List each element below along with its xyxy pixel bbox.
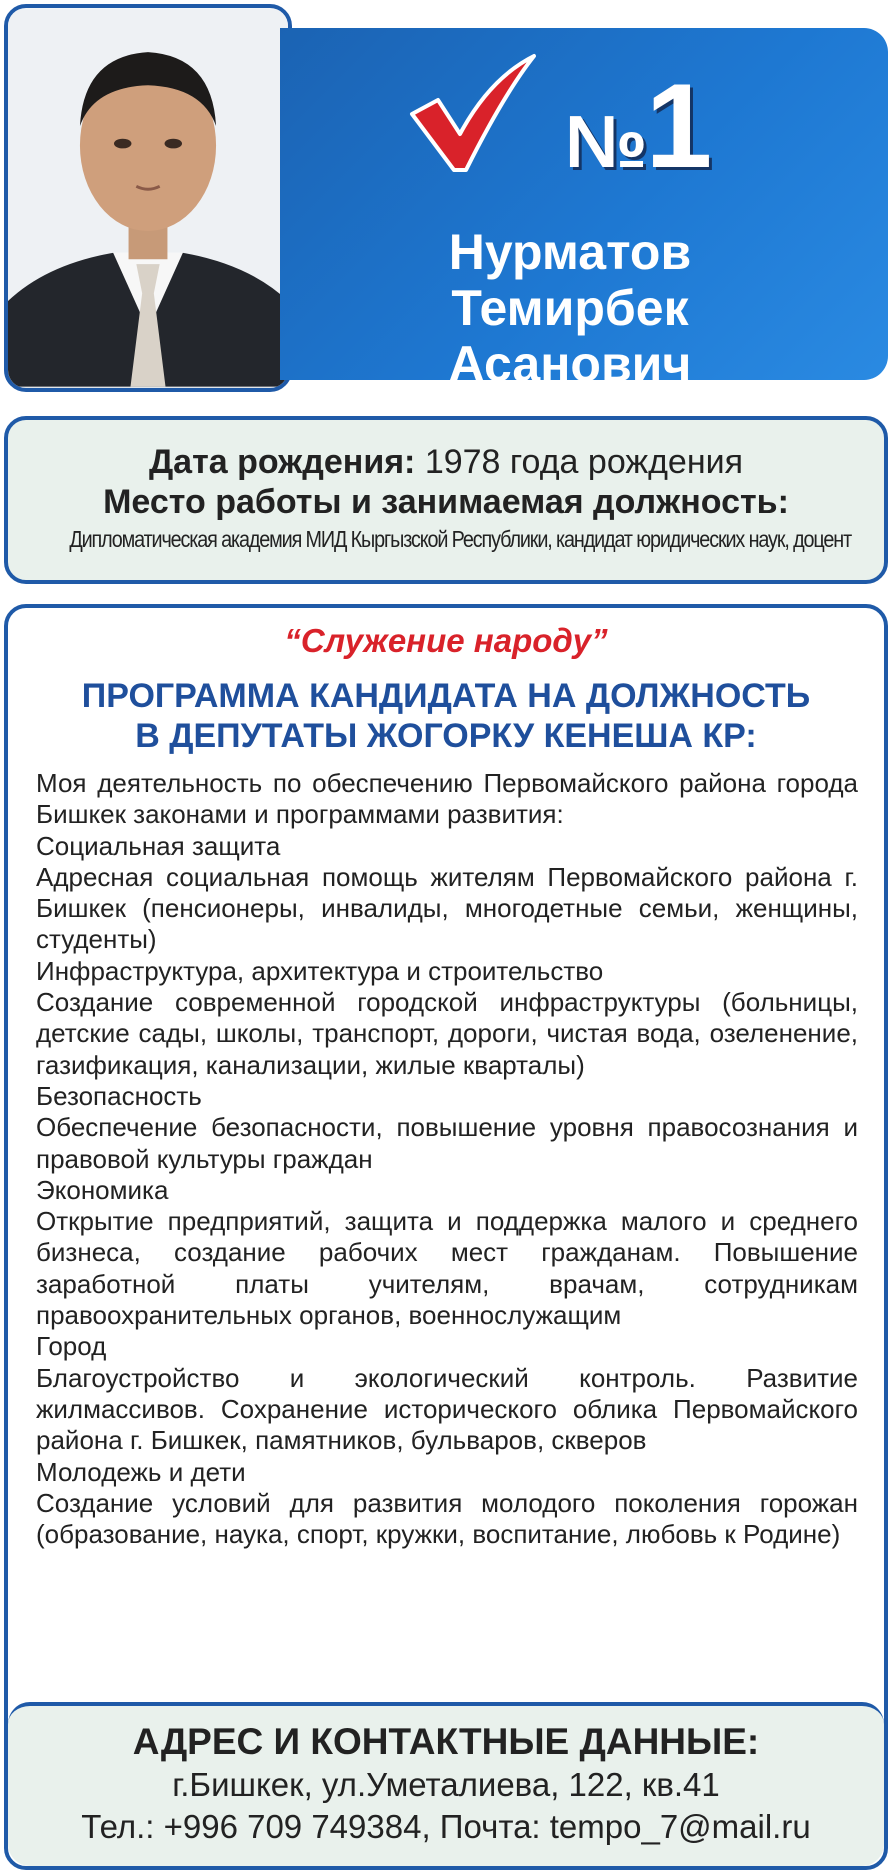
program-heading-social: Социальная защита xyxy=(36,830,281,861)
program-heading-economy: Экономика xyxy=(36,1174,169,1205)
candidate-banner xyxy=(280,28,888,392)
work-value: Дипломатическая академия МИД Кыргызской Республики, кандидат юридических наук, доцент xyxy=(69,526,852,552)
personal-info-box xyxy=(4,416,888,584)
program-heading-youth: Молодежь и дети xyxy=(36,1456,246,1487)
contact-address: г.Бишкек, ул.Уметалиева, 122, кв.41 xyxy=(172,1766,720,1803)
program-text-social: Адресная социальная помощь жителям Первомайского района г. Бишкек (пенсионеры, инвалиды, многодетные семьи, женщины, студенты) xyxy=(36,861,858,955)
program-title-line: В ДЕПУТАТЫ ЖОГОРКУ КЕНЕША КР: xyxy=(135,717,757,755)
program-intro: Моя деятельность по обеспечению Первомайского района города Бишкек законами и программами развития: xyxy=(36,768,858,830)
birth-date-line xyxy=(8,442,884,482)
program-title-line: ПРОГРАММА КАНДИДАТА НА ДОЛЖНОСТЬ xyxy=(81,677,811,715)
name-surname: Нурматов xyxy=(448,224,692,280)
program-heading-security: Безопасность xyxy=(36,1080,202,1111)
program-heading-city: Город xyxy=(36,1331,107,1362)
candidate-photo xyxy=(4,4,292,392)
name-patronymic: Асанович xyxy=(448,336,692,392)
work-label: Место работы и занимаемая должность: xyxy=(103,483,789,521)
program-text-youth: Создание условий для развития молодого поколения горожан (образование, наука, спорт, кружки, воспитание, любовь к Родине) xyxy=(36,1487,858,1550)
program-heading-infrastructure: Инфраструктура, архитектура и строительство xyxy=(36,955,604,986)
birth-label: Дата рождения: xyxy=(148,443,416,481)
number-sign: № xyxy=(565,100,646,183)
candidate-portrait-image xyxy=(8,8,288,388)
program-text-city: Благоустройство и экологический контроль. Развитие жилмассивов. Сохранение исторического облика Первомайского района г. Бишкек, памятников, бульваров, скверов xyxy=(36,1362,858,1456)
contact-title: АДРЕС И КОНТАКТНЫЕ ДАННЫЕ: xyxy=(132,1721,760,1762)
candidate-name xyxy=(390,224,750,392)
program-list xyxy=(36,768,858,1550)
name-given: Темирбек xyxy=(451,280,689,336)
program-title xyxy=(8,676,884,756)
birth-value: 1978 года рождения xyxy=(415,443,744,481)
contact-box xyxy=(8,1702,884,1866)
checkmark-icon xyxy=(408,52,538,174)
motto: “Служение народу” xyxy=(284,622,608,659)
program-box xyxy=(4,604,888,1870)
program-text-infrastructure: Создание современной городской инфраструктуры (больницы, детские сады, школы, транспорт, дороги, чистая вода, озеленение, газификация, канализации, жилые кварталы) xyxy=(36,987,858,1080)
program-text-security: Обеспечение безопасности, повышение уровня правосознания и правовой культуры граждан xyxy=(36,1112,858,1174)
program-text-economy: Открытие предприятий, защита и поддержка малого и среднего бизнеса, создание рабочих мест гражданам. Повышение заработной платы учителям, врачам, сотрудникам правоохранительных органов, военнослужащим xyxy=(36,1206,858,1331)
contact-phone-email: Тел.: +996 709 749384, Почта: tempo_7@mail.ru xyxy=(81,1808,811,1845)
number-value: 1 xyxy=(645,59,713,193)
candidate-number xyxy=(565,59,713,193)
